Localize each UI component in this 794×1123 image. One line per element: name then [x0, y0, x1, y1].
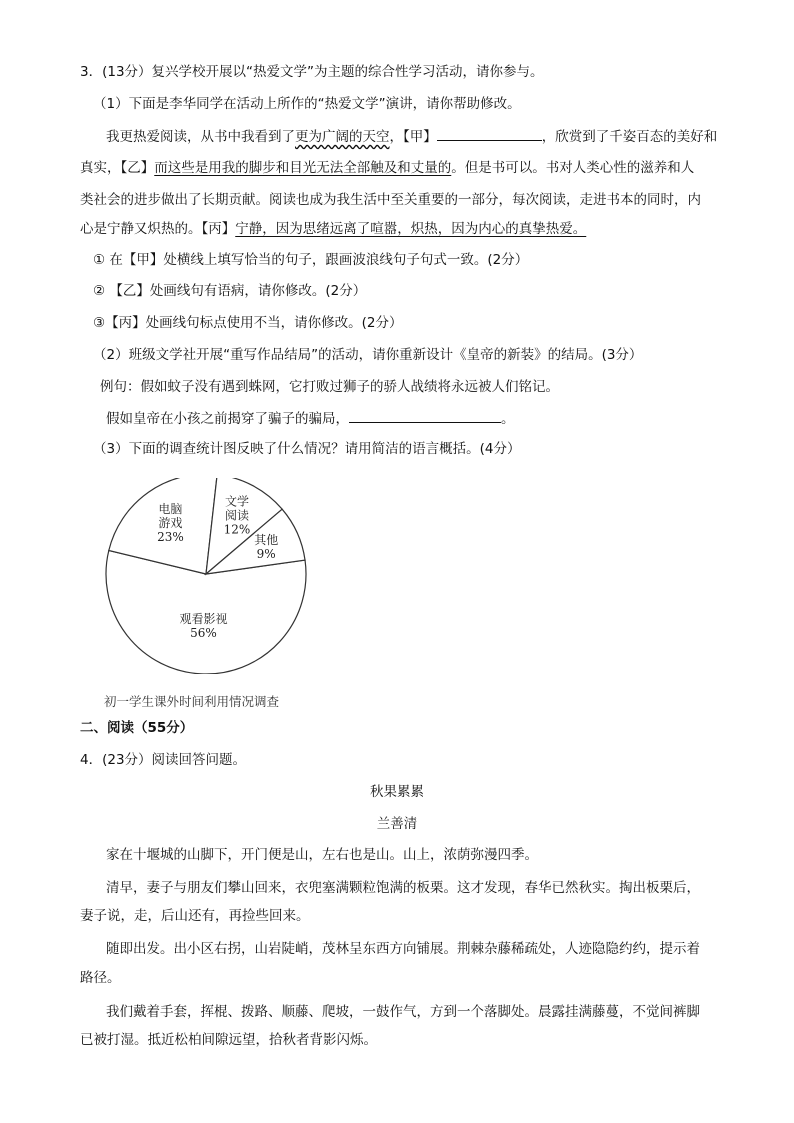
- sub-item-3: ③【丙】处画线句标点使用不当，请你修改。(2分）: [93, 315, 403, 331]
- article-paragraph: 随即出发。出小区右拐，山岩陡峭，茂林呈东西方向铺展。荆棘杂藤稀疏处，人迹隐隐约约，提示着: [106, 941, 700, 957]
- pie-chart: [96, 478, 320, 674]
- underlined-sentence-yi: 而这些是用我的脚步和目光无法全部触及和丈量的: [154, 160, 452, 176]
- section-2-heading: 二、阅读（55分）: [80, 720, 194, 736]
- speech-line-4: [80, 219, 720, 239]
- article-paragraph: 清早，妻子与朋友们攀山回来，衣兜塞满颗粒饱满的板栗。这才发现，春华已然秋实。掏出板栗后，: [106, 880, 700, 896]
- question-3-title: 3．(13分）复兴学校开展以“热爱文学”为主题的综合性学习活动，请你参与。: [80, 64, 544, 80]
- slice-name-label: 阅读: [224, 508, 249, 523]
- article-author: 兰善清: [376, 816, 418, 832]
- article-paragraph: 家在十堰城的山脚下，开门便是山，左右也是山。山上，浓荫弥漫四季。: [106, 847, 538, 863]
- question-3-part-2: （2）班级文学社开展“重写作品结局”的活动，请你重新设计《皇帝的新装》的结局。(3分）: [93, 347, 643, 363]
- speech-text: 真实，【乙】: [80, 160, 155, 176]
- sub-item-1: ① 在【甲】处横线上填写恰当的句子，跟画波浪线句子句式一致。(2分）: [93, 252, 529, 268]
- answer-blank-jia[interactable]: [437, 126, 542, 141]
- slice-percent-label: 12%: [223, 522, 251, 537]
- article-title: 秋果累累: [370, 784, 424, 800]
- speech-text: ，欣赏到了千姿百态的美好和: [541, 129, 718, 145]
- speech-line-3: 类社会的进步做出了长期贡献。阅读也成为我生活中至关重要的一部分，每次阅读，走进书本的同时，内: [80, 192, 701, 208]
- example-sentence: 例句：假如蚊子没有遇到蛛网，它打败过狮子的骄人战绩将永远被人们铭记。: [100, 379, 559, 395]
- question-4-title: 4．(23分）阅读回答问题。: [80, 752, 247, 768]
- slice-name-label: 文学: [224, 494, 249, 509]
- slice-name-label: 游戏: [158, 516, 183, 531]
- speech-line-2: [80, 158, 720, 178]
- slice-name-label: 电脑: [158, 502, 183, 517]
- pie-chart-svg: [96, 478, 320, 674]
- slice-name-label: 观看影视: [179, 611, 228, 626]
- article-paragraph: 我们戴着手套，挥棍、拨路、顺藤、爬坡，一鼓作气，方到一个落脚处。晨露挂满藤蔓，不觉间裤脚: [106, 1004, 700, 1020]
- fill-end: 。: [501, 411, 515, 427]
- fill-prompt: 假如皇帝在小孩之前揭穿了骗子的骗局，: [106, 411, 349, 427]
- underlined-sentence-bing: 宁静，因为思绪远离了喧嚣，炽热，因为内心的真挚热爱。: [235, 221, 587, 237]
- speech-text: 心是宁静又炽热的。【丙】: [80, 221, 236, 237]
- speech-text: 我更热爱阅读，从书中我看到了: [106, 129, 295, 145]
- question-3-part-3: （3）下面的调查统计图反映了什么情况？请用简洁的语言概括。(4分）: [93, 441, 521, 457]
- slice-percent-label: 23%: [157, 530, 184, 545]
- speech-text: 。但是书可以。书对人类心性的滋养和人: [451, 160, 695, 176]
- slice-percent-label: 56%: [190, 625, 217, 640]
- slice-name-label: 其他: [254, 532, 279, 547]
- article-paragraph-cont: 路径。: [80, 970, 121, 986]
- article-paragraph-cont: 妻子说，走，后山还有，再捡些回来。: [80, 908, 310, 924]
- wavy-underlined-phrase: 更为广阔的天空: [295, 129, 390, 145]
- chart-caption: 初一学生课外时间利用情况调查: [104, 694, 280, 709]
- speech-line-1: [106, 126, 746, 147]
- speech-text: ，【甲】: [389, 129, 437, 145]
- answer-blank-ending[interactable]: [349, 408, 501, 423]
- article-paragraph-cont: 已被打湿。抵近松柏间隙远望，拾秋者背影闪烁。: [80, 1032, 377, 1048]
- fill-in-line: [106, 408, 746, 429]
- slice-percent-label: 9%: [256, 546, 276, 561]
- question-3-part-1: （1）下面是李华同学在活动上所作的“热爱文学”演讲，请你帮助修改。: [93, 96, 521, 112]
- sub-item-2: ② 【乙】处画线句有语病，请你修改。(2分）: [93, 283, 367, 299]
